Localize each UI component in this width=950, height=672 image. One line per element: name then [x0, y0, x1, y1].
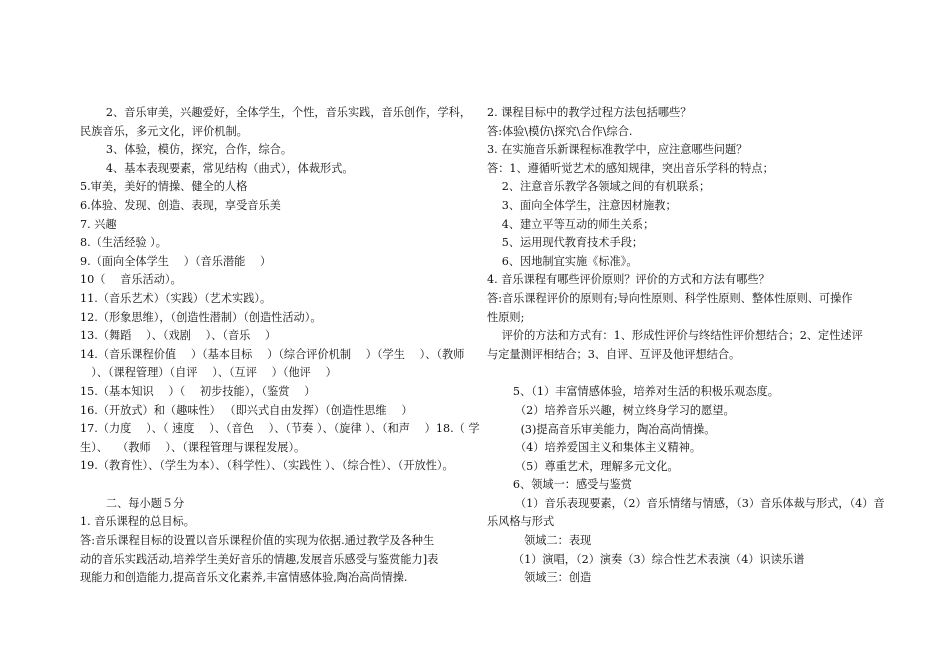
text-line: 11.（音乐艺术）（实践）（艺术实践）。: [80, 291, 272, 305]
text-line: 19.（教育性）、（学生为本）、（科学性）、（实践性 ）、（综合性）、（开放性）。: [80, 459, 454, 473]
text-line: 2、音乐审美，兴趣爱好，全体学生，个性，音乐实践，音乐创作，学科，: [80, 106, 472, 119]
question-title: 4. 音乐课程有哪些评价原则？评价的方式和方法有哪些？: [487, 273, 770, 287]
answer-line: 答:体验\模仿\探究\合作\综合.: [487, 124, 633, 138]
answer-line: 答：1、遵循听觉艺术的感知规律，突出音乐学科的特点；: [487, 161, 774, 175]
text-line: 7. 兴趣: [80, 217, 117, 231]
text-line: 5.审美，美好的情操、健全的人格: [80, 180, 248, 194]
answer-line: 2、注意音乐教学各领域之间的有机联系；: [487, 180, 711, 194]
text-line: 4、基本表现要素，常见结构（曲式），体裁形式。: [80, 161, 354, 175]
text-line: 3、体验，模仿，探究，合作，综合。: [80, 143, 293, 157]
text-line: ）、（课程管理）（自评 ）、（互评 ）（他评 ）: [80, 366, 337, 380]
text-line: 12.（形象思维），（创造性潜制）（创造性活动）。: [80, 310, 322, 324]
text-line: 10（ 音乐活动）。: [80, 273, 182, 287]
answer-line: 6、因地制宜实施《标准》。: [487, 254, 638, 268]
spacer: [487, 364, 875, 383]
answer-line: （1）音乐表现要素，（2）音乐情绪与情感，（3）音乐体裁与形式，（4）音: [487, 496, 885, 510]
question-title: 1. 音乐课程的总目标。: [80, 515, 195, 529]
answer-line: 动的音乐实践活动,培养学生美好音乐的情趣,发展音乐感受与鉴赏能力]表: [80, 552, 439, 566]
text-line: 13.（舞蹈 ）、（戏剧 ）、（音乐 ）: [80, 329, 277, 343]
answer-line: 5、运用现代教育技术手段；: [487, 236, 644, 250]
answer-line: 现能力和创造能力,提高音乐文化素养,丰富情感体验,陶冶高尚情操.: [80, 571, 408, 585]
answer-line: 与定量测评相结合；3、自评、互评及他评想结合。: [487, 347, 741, 361]
answer-line: 领域三：创造: [487, 571, 592, 585]
text-line: 15.（基本知识 ）（ 初步技能），（鉴赏 ）: [80, 384, 316, 398]
answer-line: （1）演唱，（2）演奏（3）综合性艺术表演（4）识读乐谱: [487, 552, 805, 566]
answer-line: （2）培养音乐兴趣，树立终身学习的愿望。: [487, 403, 735, 417]
question-title: 2. 课程目标中的教学过程方法包括哪些？: [487, 106, 692, 119]
section-title: 二、每小题５分: [80, 496, 185, 510]
question-title: 3. 在实施音乐新课程标准教学中，应注意哪些问题？: [487, 143, 748, 157]
answer-line: 4、建立平等互动的师生关系；: [487, 217, 655, 231]
text-line: 8.（生活经验 ）。: [80, 236, 167, 250]
spacer: [80, 476, 470, 495]
answer-line: 领域二：表现: [487, 534, 592, 548]
left-column: [80, 104, 480, 588]
answer-line: 6、领域一：感受与鉴赏: [487, 478, 632, 492]
answer-line: （4）培养爱国主义和集体主义精神。: [487, 441, 702, 455]
answer-line: 乐风格与形式: [487, 515, 555, 529]
answer-line: （5）尊重艺术，理解多元文化。: [487, 459, 679, 473]
text-line: 16.（开放式）和（趣味性） （即兴式自由发挥）（创造性思维 ）: [80, 403, 413, 417]
answer-line: (3)提高音乐审美能力，陶冶高尚情操。: [487, 422, 716, 436]
answer-line: 5、（1）丰富情感体验，培养对生活的积极乐观态度。: [487, 385, 779, 399]
answer-line: 3、面向全体学生，注意因材施教；: [487, 198, 677, 212]
answer-line: 评价的方法和方式有：1、形成性评价与终结性评价想结合；2、定性述评: [487, 329, 863, 343]
text-line: 17.（力度 ）、（ 速度 ）、（音色 ）、（节奏 ）、（旋律 ）、（和声 ）18.（ 学: [80, 422, 480, 436]
text-line: 6.体验、发现、创造、表现，享受音乐美: [80, 198, 281, 212]
right-column: [487, 104, 885, 588]
text-line: 14.（音乐课程价值 ）（基本目标 ）（综合评价机制 ）（学生 ）、（教师: [80, 347, 465, 361]
text-line: 民族音乐，多元文化，评价机制。: [80, 124, 248, 138]
answer-line: 答:音乐课程评价的原则有;导向性原则、科学性原则、整体性原则、可操作: [487, 291, 853, 305]
answer-line: 答:音乐课程目标的设置以音乐课程价值的实现为依据.通过教学及各种生: [80, 534, 435, 548]
answer-line: 性原则;: [487, 310, 525, 324]
text-line: 9.（面向全体学生 ）（音乐潜能 ）: [80, 254, 272, 268]
text-line: 生）、 （教师 ）、（课程管理与课程发展）。: [80, 440, 306, 454]
